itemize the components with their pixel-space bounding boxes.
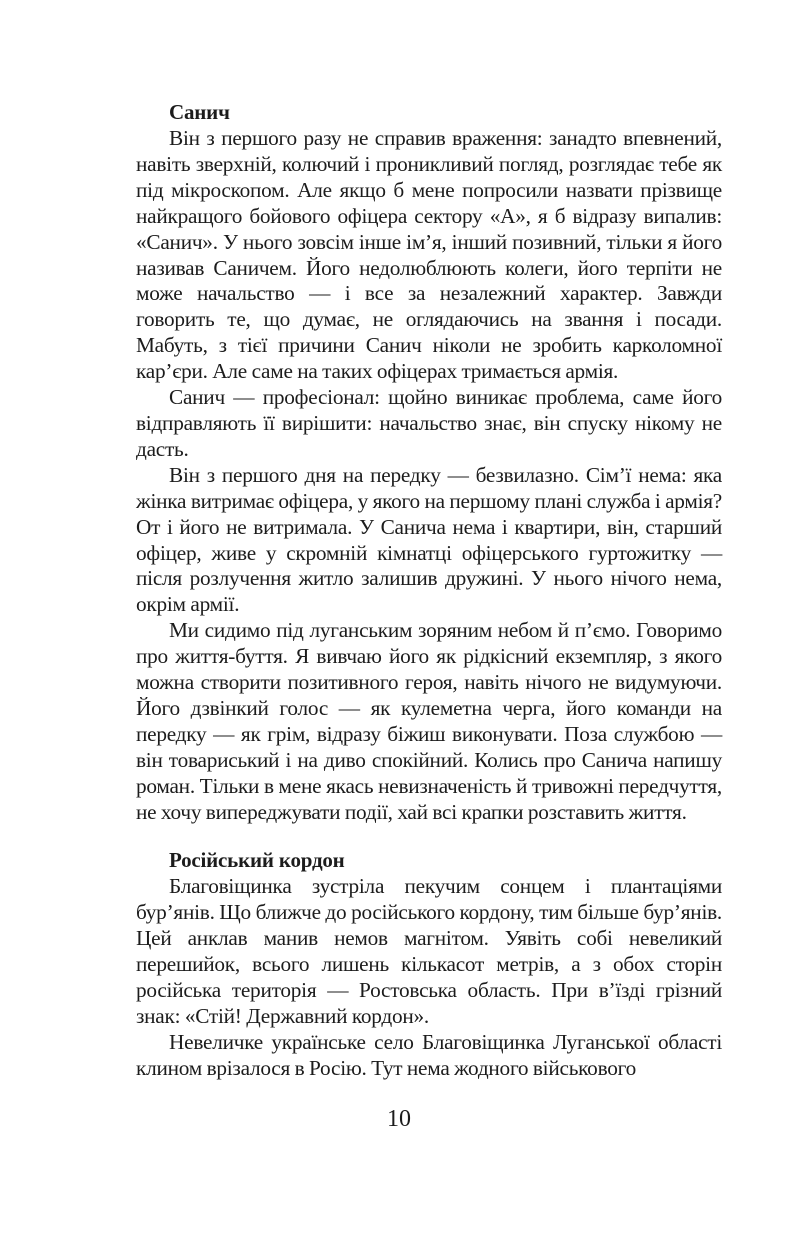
- paragraph: Він з першого разу не справив враження: занадто впевнений, навіть зверхній, колючий і проникливий погляд, розглядає тебе як під мікроскопом. Але якщо б мене попросили назвати прізвище найкращого бойового офіцера сектору «А», я б відразу випалив: «Санич». У нього зовсім інше ім’я, інший позивний, тільки я його називав Саничем. Його недолюблюють колеги, його терпіти не може начальство — і все за незалежний характер. Завжди говорить те, що думає, не оглядаючись на звання і посади. Мабуть, з тієї причини Санич ніколи не зробить карколомної кар’єри. Але саме на таких офіцерах тримається армія.: [136, 126, 722, 384]
- paragraph: Благовіщинка зустріла пекучим сонцем і плантаціями бур’янів. Що ближче до російського кордону, тим більше бур’янів. Цей анклав манив немов магнітом. Уявіть собі невеликий перешийок, всього лишень кількасот метрів, а з обох сторін російська територія — Ростовська область. При в’їзді грізний знак: «Стій! Державний кордон».: [136, 874, 722, 1028]
- paragraph: Він з першого дня на передку — безвилазно. Сім’ї нема: яка жінка витримає офіцера, у якого на першому плані служба і армія? От і його не витримала. У Санича нема і квартири, він, старший офіцер, живе у скромній кімнатці офіцерського гуртожитку — після розлучення житло залишив дружині. У нього нічого нема, окрім армії.: [136, 462, 723, 617]
- paragraph: Ми сидимо під луганським зоряним небом й п’ємо. Говоримо про життя-буття. Я вивчаю його як рідкісний екземпляр, з якого можна створити позитивного героя, навіть нічого не видумуючи. Його дзвінкий голос — як кулеметна черга, його команди на передку — як грім, відразу біжиш виконувати. Поза службою — він товариський і на диво спокійний. Колись про Санича напишу роман. Тільки в мене якась невизначеність й тривожні передчуття, не хочу випереджувати події, хай всі крапки розставить життя.: [136, 618, 722, 824]
- section-title: Російський кордон: [169, 848, 345, 873]
- paragraph: Невеличке українське село Благовіщинка Луганської області клином врізалося в Росію. Тут нема жодного військового: [136, 1029, 722, 1080]
- paragraph: Санич — професіонал: щойно виникає проблема, саме його відправляють її вирішити: начальство знає, він спуску нікому не дасть.: [136, 385, 722, 461]
- page-number: 10: [387, 1106, 411, 1132]
- section-sanych: [136, 99, 722, 825]
- section-title: Санич: [169, 100, 230, 124]
- page-body: [136, 99, 722, 1082]
- section-russian-border: [136, 847, 722, 1081]
